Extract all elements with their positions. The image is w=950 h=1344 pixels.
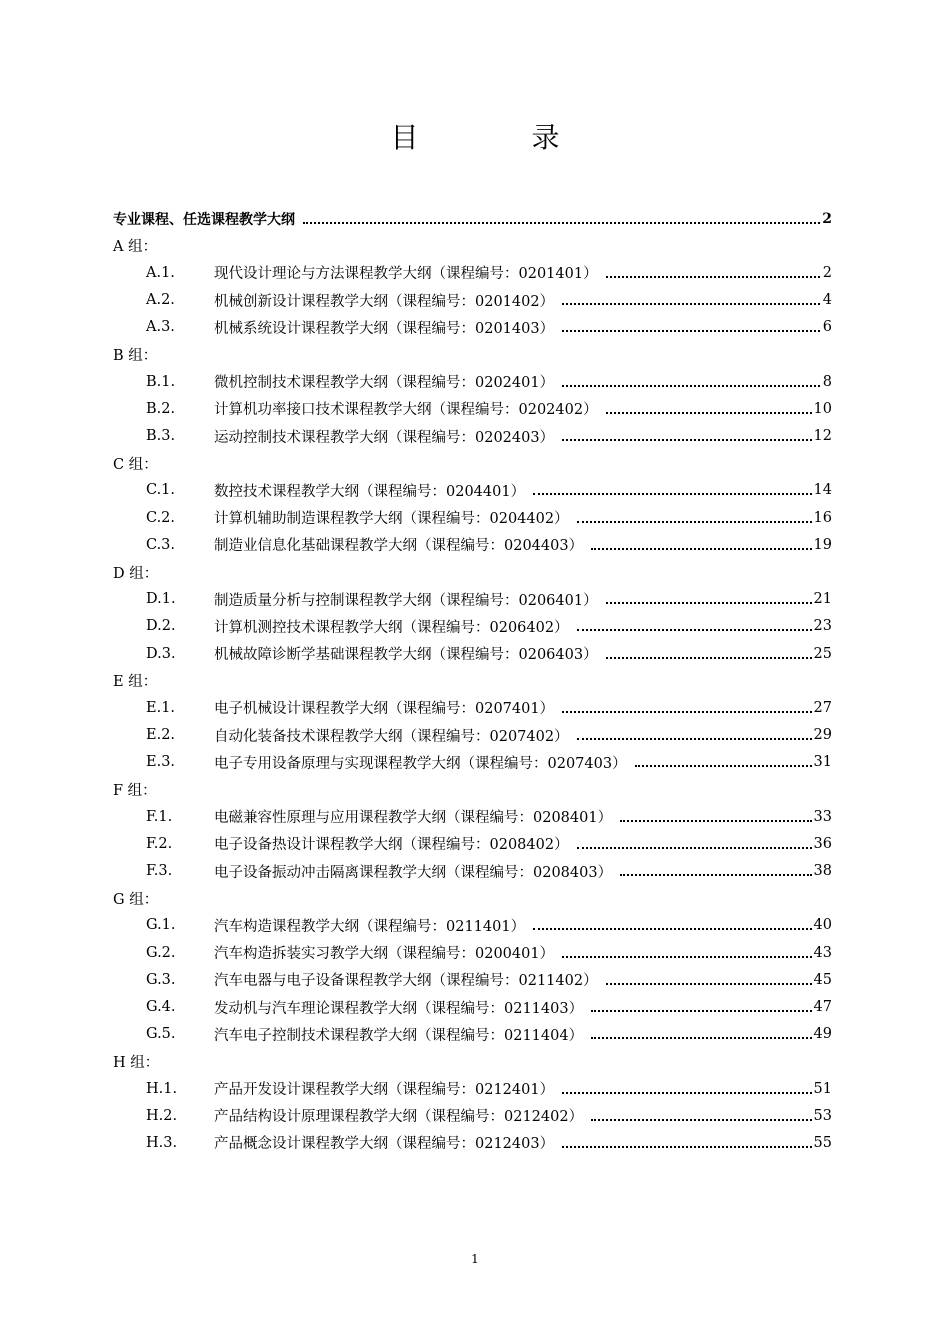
toc-entry-page: 53 bbox=[813, 1107, 832, 1124]
toc-entry-page: 43 bbox=[813, 944, 832, 961]
toc-entry-text: 自动化装备技术课程教学大纲（课程编号：0207402） bbox=[214, 728, 569, 745]
toc-entry-text: 机械系统设计课程教学大纲（课程编号：0201403） bbox=[214, 320, 555, 337]
toc-entry-text: 电磁兼容性原理与应用课程教学大纲（课程编号：0208401） bbox=[214, 810, 613, 827]
toc-entry-number: H.1. bbox=[146, 1080, 178, 1097]
toc-group-label bbox=[113, 558, 832, 585]
toc-entry-number: D.3. bbox=[146, 645, 176, 662]
toc-entry[interactable] bbox=[113, 640, 832, 667]
toc-entry-page: 2 bbox=[822, 264, 832, 281]
toc-entry-page: 16 bbox=[813, 509, 832, 526]
toc-entry[interactable] bbox=[113, 423, 832, 450]
toc-entry-text: 汽车电器与电子设备课程教学大纲（课程编号：0211402） bbox=[214, 973, 598, 990]
leader-dots bbox=[562, 292, 820, 308]
toc-entry-number: A.2. bbox=[146, 292, 175, 309]
toc-entry-page: 29 bbox=[813, 727, 832, 744]
toc-entry-text: 汽车构造课程教学大纲（课程编号：0211401） bbox=[214, 918, 526, 935]
toc-entry[interactable] bbox=[113, 395, 832, 422]
leader-dots bbox=[606, 265, 820, 281]
toc-entry[interactable] bbox=[113, 803, 832, 830]
toc-entry-text: 制造质量分析与控制课程教学大纲（课程编号：0206401） bbox=[214, 592, 598, 609]
toc-entry-text: 汽车构造拆装实习教学大纲（课程编号：0200401） bbox=[214, 946, 555, 963]
leader-dots bbox=[606, 401, 812, 417]
leader-dots bbox=[562, 700, 811, 716]
toc-entry-page: 10 bbox=[813, 400, 832, 417]
toc-entry[interactable] bbox=[113, 993, 832, 1020]
toc-entry-number: B.3. bbox=[146, 428, 176, 445]
toc-entry-page: 21 bbox=[813, 591, 832, 608]
toc-entry-page: 49 bbox=[813, 1026, 832, 1043]
group-label-text: E 组： bbox=[113, 674, 158, 691]
toc-entry-text: 现代设计理论与方法课程教学大纲（课程编号：0201401） bbox=[214, 266, 598, 283]
toc-entry[interactable] bbox=[113, 1075, 832, 1102]
toc-entry-text: 发动机与汽车理论课程教学大纲（课程编号：0211403） bbox=[214, 1000, 584, 1017]
toc-entry-page: 8 bbox=[822, 373, 832, 390]
toc-entry-text: 运动控制技术课程教学大纲（课程编号：0202403） bbox=[214, 429, 555, 446]
leader-dots bbox=[577, 727, 812, 743]
toc-entry-number: E.3. bbox=[146, 754, 176, 771]
leader-dots bbox=[533, 917, 811, 933]
toc-entry-text: 计算机测控技术课程教学大纲（课程编号：0206402） bbox=[214, 619, 569, 636]
toc-entry[interactable] bbox=[113, 613, 832, 640]
leader-dots bbox=[577, 510, 812, 526]
toc-entry[interactable] bbox=[113, 939, 832, 966]
leader-dots bbox=[562, 374, 820, 390]
toc-entry-page: 23 bbox=[813, 618, 832, 635]
toc-entry-text: 计算机功率接口技术课程教学大纲（课程编号：0202402） bbox=[214, 402, 598, 419]
toc-entry-page: 14 bbox=[813, 482, 832, 499]
toc-entry-number: G.4. bbox=[146, 999, 176, 1016]
toc-group-label bbox=[113, 450, 832, 477]
toc-entry[interactable] bbox=[113, 586, 832, 613]
leader-dots bbox=[591, 1026, 811, 1042]
leader-dots bbox=[562, 1081, 811, 1097]
toc-entry[interactable] bbox=[113, 314, 832, 341]
toc-entry[interactable] bbox=[113, 694, 832, 721]
toc-entry-number: A.1. bbox=[146, 264, 175, 281]
table-of-contents bbox=[113, 205, 832, 1157]
group-label-text: D 组： bbox=[113, 565, 159, 582]
leader-dots bbox=[562, 945, 811, 961]
toc-entry[interactable] bbox=[113, 912, 832, 939]
toc-entry-number: H.2. bbox=[146, 1107, 178, 1124]
toc-entry-number: B.2. bbox=[146, 400, 176, 417]
leader-dots bbox=[577, 618, 812, 634]
toc-entry-page: 4 bbox=[822, 292, 832, 309]
toc-entry-page: 33 bbox=[813, 808, 832, 825]
toc-entry-page: 36 bbox=[813, 835, 832, 852]
toc-entry-number: G.2. bbox=[146, 944, 176, 961]
leader-dots bbox=[562, 319, 820, 335]
page-number: 1 bbox=[471, 1252, 479, 1266]
toc-entry[interactable] bbox=[113, 1102, 832, 1129]
leader-dots bbox=[562, 428, 811, 444]
toc-entry-number: D.1. bbox=[146, 591, 176, 608]
toc-entry-number: B.1. bbox=[146, 373, 176, 390]
toc-entry[interactable] bbox=[113, 259, 832, 286]
toc-entry-text: 电子专用设备原理与实现课程教学大纲（课程编号：0207403） bbox=[214, 755, 627, 772]
leader-dots bbox=[591, 1108, 811, 1124]
leader-dots bbox=[635, 754, 812, 770]
toc-top-entry[interactable] bbox=[113, 205, 832, 232]
toc-entry-number: C.2. bbox=[146, 509, 176, 526]
toc-entry-number: G.1. bbox=[146, 917, 176, 934]
toc-entry-text: 计算机辅助制造课程教学大纲（课程编号：0204402） bbox=[214, 511, 569, 528]
toc-entry-number: C.3. bbox=[146, 536, 176, 553]
leader-dots bbox=[577, 836, 812, 852]
toc-entry-number: C.1. bbox=[146, 482, 176, 499]
toc-entry[interactable] bbox=[113, 531, 832, 558]
toc-entry-text: 电子设备热设计课程教学大纲（课程编号：0208402） bbox=[214, 837, 569, 854]
group-label-text: A 组： bbox=[113, 239, 158, 256]
leader-dots bbox=[562, 1135, 811, 1151]
leader-dots bbox=[620, 863, 811, 879]
toc-entry-number: F.3. bbox=[146, 863, 173, 880]
toc-entry[interactable] bbox=[113, 749, 832, 776]
toc-entry-text: 产品开发设计课程教学大纲（课程编号：0212401） bbox=[214, 1082, 555, 1099]
toc-entry[interactable] bbox=[113, 830, 832, 857]
toc-entry-text: 数控技术课程教学大纲（课程编号：0204401） bbox=[214, 483, 526, 500]
toc-entry[interactable] bbox=[113, 858, 832, 885]
toc-entry[interactable] bbox=[113, 368, 832, 395]
toc-entry[interactable] bbox=[113, 504, 832, 531]
toc-entry[interactable] bbox=[113, 722, 832, 749]
toc-entry-number: G.5. bbox=[146, 1026, 176, 1043]
toc-entry-page: 12 bbox=[813, 428, 832, 445]
toc-entry-page: 47 bbox=[813, 999, 832, 1016]
toc-entry-page: 51 bbox=[813, 1080, 832, 1097]
toc-entry-text: 微机控制技术课程教学大纲（课程编号：0202401） bbox=[214, 375, 555, 392]
toc-entry-page: 6 bbox=[822, 319, 832, 336]
toc-entry-page: 2 bbox=[822, 210, 832, 227]
toc-entry-text: 机械创新设计课程教学大纲（课程编号：0201402） bbox=[214, 293, 555, 310]
toc-entry-text: 电子设备振动冲击隔离课程教学大纲（课程编号：0208403） bbox=[214, 864, 613, 881]
toc-group-label bbox=[113, 1048, 832, 1075]
leader-dots bbox=[606, 646, 812, 662]
toc-entry[interactable] bbox=[113, 287, 832, 314]
group-label-text: C 组： bbox=[113, 456, 158, 473]
toc-entry-page: 40 bbox=[813, 917, 832, 934]
toc-entry[interactable] bbox=[113, 1129, 832, 1156]
toc-entry-number: F.2. bbox=[146, 835, 173, 852]
group-label-text: B 组： bbox=[113, 348, 158, 365]
toc-entry-number: E.1. bbox=[146, 699, 176, 716]
toc-group-label bbox=[113, 341, 832, 368]
toc-entry[interactable] bbox=[113, 966, 832, 993]
toc-entry-text: 专业课程、任选课程教学大纲 bbox=[113, 211, 295, 228]
leader-dots bbox=[303, 211, 820, 227]
leader-dots bbox=[533, 482, 811, 498]
toc-entry-text: 电子机械设计课程教学大纲（课程编号：0207401） bbox=[214, 701, 555, 718]
toc-entry-number: F.1. bbox=[146, 808, 173, 825]
leader-dots bbox=[591, 999, 811, 1015]
toc-group-label bbox=[113, 776, 832, 803]
toc-group-label bbox=[113, 232, 832, 259]
toc-entry-page: 31 bbox=[813, 754, 832, 771]
toc-group-label bbox=[113, 667, 832, 694]
leader-dots bbox=[606, 972, 812, 988]
toc-entry-text: 制造业信息化基础课程教学大纲（课程编号：0204403） bbox=[214, 538, 584, 555]
toc-entry-page: 27 bbox=[813, 699, 832, 716]
toc-entry-number: A.3. bbox=[146, 319, 175, 336]
toc-entry-page: 45 bbox=[813, 971, 832, 988]
group-label-text: H 组： bbox=[113, 1054, 160, 1071]
toc-entry-page: 25 bbox=[813, 645, 832, 662]
document-title: 目 录 bbox=[390, 121, 612, 154]
toc-entry-number: D.2. bbox=[146, 618, 176, 635]
toc-entry-page: 55 bbox=[813, 1134, 832, 1151]
toc-entry-text: 汽车电子控制技术课程教学大纲（课程编号：0211404） bbox=[214, 1027, 584, 1044]
toc-entry-number: H.3. bbox=[146, 1134, 178, 1151]
leader-dots bbox=[591, 537, 811, 553]
group-label-text: F 组： bbox=[113, 783, 157, 800]
leader-dots bbox=[606, 591, 812, 607]
toc-entry-text: 产品概念设计课程教学大纲（课程编号：0212403） bbox=[214, 1136, 555, 1153]
leader-dots bbox=[620, 809, 811, 825]
toc-entry[interactable] bbox=[113, 477, 832, 504]
toc-entry-page: 19 bbox=[813, 536, 832, 553]
toc-entry-number: E.2. bbox=[146, 727, 176, 744]
group-label-text: G 组： bbox=[113, 891, 159, 908]
toc-group-label bbox=[113, 885, 832, 912]
toc-entry-number: G.3. bbox=[146, 971, 176, 988]
toc-entry-page: 38 bbox=[813, 863, 832, 880]
toc-entry[interactable] bbox=[113, 1021, 832, 1048]
toc-entry-text: 机械故障诊断学基础课程教学大纲（课程编号：0206403） bbox=[214, 647, 598, 664]
toc-entry-text: 产品结构设计原理课程教学大纲（课程编号：0212402） bbox=[214, 1109, 584, 1126]
